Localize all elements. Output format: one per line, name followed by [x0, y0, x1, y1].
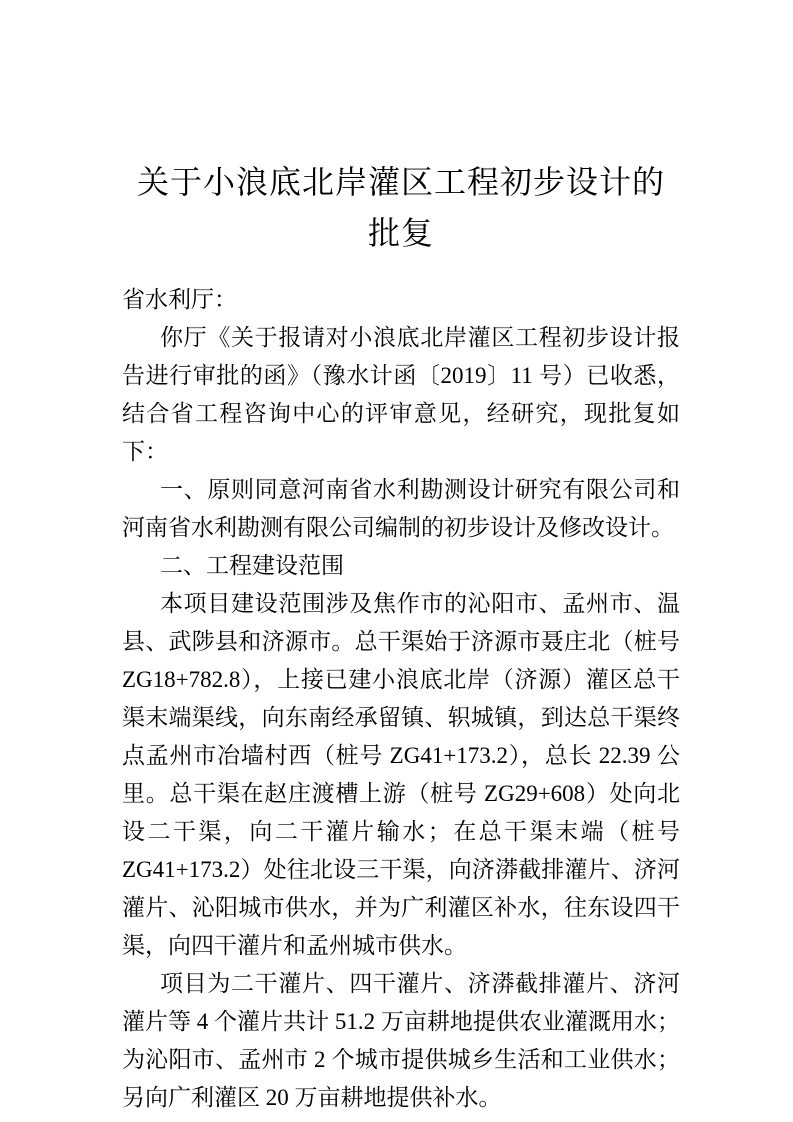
document-title-line-2: 批复 [367, 215, 434, 252]
paragraph: 你厅《关于报请对小浪底北岸灌区工程初步设计报告进行审批的函》（豫水计函〔2019〕11 号）已收悉，结合省工程咨询中心的评审意见，经研究，现批复如下： [122, 324, 680, 464]
paragraph: 二、工程建设范围 [160, 552, 344, 578]
document-body [122, 281, 680, 1117]
paragraph: 省水利厅： [122, 286, 237, 312]
paragraph: 本项目建设范围涉及焦作市的沁阳市、孟州市、温县、武陟县和济源市。总干渠始于济源市聂庄北（桩号 ZG18+782.8），上接已建小浪底北岸（济源）灌区总干渠末端渠线，向东南经承留镇、轵城镇，到达总干渠终点孟州市冶墙村西（桩号 ZG41+173.2），总长 22.39 公里。总干渠在赵庄渡槽上游（桩号 ZG29+608）处向北设二干渠，向二干灌片输水；在总干渠末端（桩号 ZG41+173.2）处往北设三干渠，向济漭截排灌片、济河灌片、沁阳城市供水，并为广利灌区补水，往东设四干渠，向四干灌片和孟州城市供水。 [122, 590, 680, 958]
document-title-line-1: 关于小浪底北岸灌区工程初步设计的 [136, 164, 665, 201]
document-title [122, 157, 680, 259]
paragraph: 一、原则同意河南省水利勘测设计研究有限公司和河南省水利勘测有限公司编制的初步设计及修改设计。 [122, 476, 680, 540]
document-content [122, 136, 680, 1117]
paragraph: 项目为二干灌片、四干灌片、济漭截排灌片、济河灌片等 4 个灌片共计 51.2 万亩耕地提供农业灌溉用水；为沁阳市、孟州市 2 个城市提供城乡生活和工业供水；另向广利灌区 20 万亩耕地提供补水。 [122, 970, 680, 1110]
